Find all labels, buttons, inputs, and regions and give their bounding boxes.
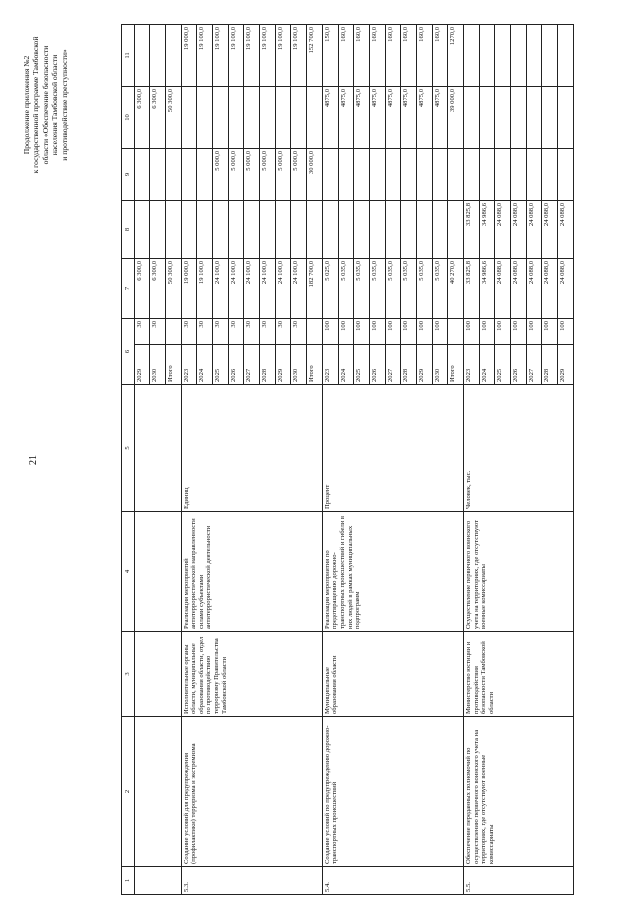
- local-budget-cell: 39 000,0: [448, 86, 464, 148]
- federal-budget-cell: 24 088,0: [558, 200, 574, 258]
- other-sources-cell: 160,0: [432, 24, 448, 86]
- local-budget-cell: 50 300,0: [165, 86, 181, 148]
- year-cell: 2026: [511, 345, 527, 385]
- header-line: области «Обеспечение безопасности: [40, 45, 50, 165]
- federal-budget-cell: 24 088,0: [526, 200, 542, 258]
- regional-budget-cell: [511, 148, 527, 200]
- indicator-cell: [134, 512, 181, 632]
- section-number-cell: 5.3.: [181, 867, 322, 895]
- indicator-value-cell: [307, 318, 323, 344]
- regional-budget-cell: [197, 148, 213, 200]
- federal-budget-cell: [260, 200, 276, 258]
- local-budget-cell: [181, 86, 197, 148]
- local-budget-cell: [213, 86, 229, 148]
- other-sources-cell: 160,0: [369, 24, 385, 86]
- regional-budget-cell: [558, 148, 574, 200]
- total-amount-cell: 50 300,0: [165, 258, 181, 318]
- other-sources-cell: [479, 24, 495, 86]
- header-line: Продолжение приложения №2: [22, 55, 31, 155]
- other-sources-cell: 19 000,0: [181, 24, 197, 86]
- local-budget-cell: 4875,0: [322, 86, 338, 148]
- local-budget-cell: [526, 86, 542, 148]
- year-cell: 2023: [464, 345, 480, 385]
- indicator-value-cell: 30: [213, 318, 229, 344]
- year-cell: 2026: [369, 345, 385, 385]
- total-amount-cell: 19 100,0: [197, 258, 213, 318]
- total-amount-cell: 19 000,0: [181, 258, 197, 318]
- local-budget-cell: [197, 86, 213, 148]
- regional-budget-cell: [134, 148, 150, 200]
- regional-budget-cell: 5 000,0: [213, 148, 229, 200]
- indicator-value-cell: 100: [511, 318, 527, 344]
- federal-budget-cell: 24 088,0: [542, 200, 558, 258]
- header-line: населения Тамбовской области: [50, 54, 60, 156]
- indicator-value-cell: 100: [542, 318, 558, 344]
- indicator-name-cell: Осуществление первичного воинского учета на территориях, где отсутствуют военные комиссариаты: [464, 512, 574, 632]
- regional-budget-cell: [495, 148, 511, 200]
- regional-budget-cell: [526, 148, 542, 200]
- federal-budget-cell: [338, 200, 354, 258]
- local-budget-cell: 4875,0: [338, 86, 354, 148]
- federal-budget-cell: [416, 200, 432, 258]
- year-cell: Итого: [448, 345, 464, 385]
- indicator-value-cell: 30: [260, 318, 276, 344]
- appendix-header: [22, 5, 69, 205]
- other-sources-cell: 160,0: [385, 24, 401, 86]
- federal-budget-cell: [291, 200, 307, 258]
- year-cell: 2028: [260, 345, 276, 385]
- regional-budget-cell: 5 000,0: [228, 148, 244, 200]
- total-amount-cell: 182 700,0: [307, 258, 323, 318]
- local-budget-cell: [511, 86, 527, 148]
- column-number-cell: 5: [122, 385, 135, 512]
- indicator-value-cell: 30: [291, 318, 307, 344]
- total-amount-cell: 5 025,0: [322, 258, 338, 318]
- year-cell: 2023: [181, 345, 197, 385]
- other-sources-cell: [464, 24, 480, 86]
- total-amount-cell: 5 035,0: [401, 258, 417, 318]
- total-amount-cell: 5 035,0: [354, 258, 370, 318]
- other-sources-cell: 160,0: [338, 24, 354, 86]
- total-amount-cell: 24 100,0: [291, 258, 307, 318]
- indicator-value-cell: 100: [558, 318, 574, 344]
- other-sources-cell: 160,0: [401, 24, 417, 86]
- federal-budget-cell: [213, 200, 229, 258]
- other-sources-cell: 160,0: [354, 24, 370, 86]
- year-cell: 2030: [150, 345, 166, 385]
- executor-cell: Исполнительные органы области, муниципальные образования области, отдел по противодействию терроризму Правительства Тамбовской области: [181, 632, 322, 717]
- header-line: и противодействие преступности»: [59, 49, 69, 161]
- regional-budget-cell: [181, 148, 197, 200]
- regional-budget-cell: [464, 148, 480, 200]
- total-amount-cell: 24 088,0: [526, 258, 542, 318]
- local-budget-cell: 6 300,0: [150, 86, 166, 148]
- year-cell: 2027: [526, 345, 542, 385]
- table-row: [322, 24, 338, 894]
- local-budget-cell: [558, 86, 574, 148]
- total-amount-cell: 24 100,0: [260, 258, 276, 318]
- local-budget-cell: 6 300,0: [134, 86, 150, 148]
- other-sources-cell: 19 100,0: [197, 24, 213, 86]
- other-sources-cell: 1270,0: [448, 24, 464, 86]
- other-sources-cell: 152 700,0: [307, 24, 323, 86]
- total-amount-cell: 5 035,0: [432, 258, 448, 318]
- name-cell: [134, 717, 181, 867]
- year-cell: 2028: [401, 345, 417, 385]
- federal-budget-cell: [197, 200, 213, 258]
- indicator-value-cell: 30: [197, 318, 213, 344]
- federal-budget-cell: 34 986,6: [479, 200, 495, 258]
- local-budget-cell: 4875,0: [416, 86, 432, 148]
- federal-budget-cell: [432, 200, 448, 258]
- year-cell: 2029: [416, 345, 432, 385]
- other-sources-cell: [558, 24, 574, 86]
- indicator-value-cell: 100: [338, 318, 354, 344]
- unit-cell: Единиц: [181, 385, 322, 512]
- year-cell: 2029: [134, 345, 150, 385]
- federal-budget-cell: [369, 200, 385, 258]
- local-budget-cell: [495, 86, 511, 148]
- federal-budget-cell: [354, 200, 370, 258]
- year-cell: Итого: [307, 345, 323, 385]
- column-number-cell: 4: [122, 512, 135, 632]
- year-cell: 2025: [354, 345, 370, 385]
- other-sources-cell: [542, 24, 558, 86]
- regional-budget-cell: [369, 148, 385, 200]
- year-cell: 2029: [275, 345, 291, 385]
- other-sources-cell: [495, 24, 511, 86]
- regional-budget-cell: [385, 148, 401, 200]
- total-amount-cell: 24 088,0: [495, 258, 511, 318]
- indicator-value-cell: 100: [432, 318, 448, 344]
- indicator-value-cell: 100: [464, 318, 480, 344]
- page-number: 21: [28, 455, 39, 465]
- local-budget-cell: 4875,0: [401, 86, 417, 148]
- year-cell: 2030: [291, 345, 307, 385]
- table-row: [181, 24, 197, 894]
- federal-budget-cell: [385, 200, 401, 258]
- indicator-value-cell: 100: [526, 318, 542, 344]
- local-budget-cell: [464, 86, 480, 148]
- indicator-value-cell: 30: [150, 318, 166, 344]
- indicator-value-cell: 100: [369, 318, 385, 344]
- total-amount-cell: 24 100,0: [228, 258, 244, 318]
- indicator-value-cell: [448, 318, 464, 344]
- measure-name-cell: Создание условий по предупреждению дорожно-транспортных происшествий: [322, 717, 463, 867]
- local-budget-cell: 4875,0: [385, 86, 401, 148]
- total-amount-cell: 24 100,0: [244, 258, 260, 318]
- num-cell: [134, 867, 181, 895]
- federal-budget-cell: [322, 200, 338, 258]
- year-cell: 2029: [558, 345, 574, 385]
- federal-budget-cell: 33 825,8: [464, 200, 480, 258]
- indicator-value-cell: 100: [322, 318, 338, 344]
- year-cell: 2025: [213, 345, 229, 385]
- column-number-cell: 7: [122, 258, 135, 318]
- local-budget-cell: [228, 86, 244, 148]
- regional-budget-cell: 5 000,0: [275, 148, 291, 200]
- federal-budget-cell: 24 088,0: [495, 200, 511, 258]
- federal-budget-cell: [448, 200, 464, 258]
- total-amount-cell: 34 986,6: [479, 258, 495, 318]
- local-budget-cell: [244, 86, 260, 148]
- regional-budget-cell: [338, 148, 354, 200]
- column-number-cell: 6: [122, 318, 135, 384]
- indicator-value-cell: 30: [228, 318, 244, 344]
- year-cell: 2028: [542, 345, 558, 385]
- indicator-value-cell: 100: [401, 318, 417, 344]
- indicator-value-cell: 30: [275, 318, 291, 344]
- section-number-cell: 5.4.: [322, 867, 463, 895]
- unit-cell: Человек, тыс.: [464, 385, 574, 512]
- indicator-name-cell: Реализация мероприятия по предотвращению дорожно-транспортных происшествий и гибели в них людей в рамках муниципальных подпрограмм: [322, 512, 463, 632]
- other-sources-cell: [150, 24, 166, 86]
- column-number-cell: 8: [122, 200, 135, 258]
- table-row: [464, 24, 480, 894]
- year-cell: 2026: [228, 345, 244, 385]
- regional-budget-cell: [542, 148, 558, 200]
- other-sources-cell: 150,0: [322, 24, 338, 86]
- program-table: [121, 24, 574, 895]
- indicator-value-cell: 100: [416, 318, 432, 344]
- indicator-value-cell: 30: [181, 318, 197, 344]
- federal-budget-cell: [165, 200, 181, 258]
- federal-budget-cell: [401, 200, 417, 258]
- regional-budget-cell: [448, 148, 464, 200]
- total-amount-cell: 24 088,0: [542, 258, 558, 318]
- other-sources-cell: [134, 24, 150, 86]
- federal-budget-cell: [134, 200, 150, 258]
- column-number-cell: 1: [122, 867, 135, 895]
- federal-budget-cell: [228, 200, 244, 258]
- federal-budget-cell: [307, 200, 323, 258]
- indicator-value-cell: 30: [244, 318, 260, 344]
- regional-budget-cell: [165, 148, 181, 200]
- total-amount-cell: 5 035,0: [338, 258, 354, 318]
- other-sources-cell: 19 100,0: [291, 24, 307, 86]
- federal-budget-cell: [244, 200, 260, 258]
- column-number-row: [122, 24, 135, 894]
- column-number-cell: 9: [122, 148, 135, 200]
- unit-cell: [134, 385, 181, 512]
- regional-budget-cell: [354, 148, 370, 200]
- federal-budget-cell: [150, 200, 166, 258]
- local-budget-cell: 4875,0: [369, 86, 385, 148]
- indicator-value-cell: [165, 318, 181, 344]
- executor-cell: Муниципальные образования области: [322, 632, 463, 717]
- regional-budget-cell: 30 000,0: [307, 148, 323, 200]
- local-budget-cell: [291, 86, 307, 148]
- column-number-cell: 11: [122, 24, 135, 86]
- other-sources-cell: 19 100,0: [213, 24, 229, 86]
- measure-name-cell: Обеспечение переданных полномочий по осуществлению первичного воинского учета на территориях, где отсутствуют военные комиссариаты: [464, 717, 574, 867]
- total-amount-cell: 5 035,0: [369, 258, 385, 318]
- other-sources-cell: 19 100,0: [275, 24, 291, 86]
- total-amount-cell: 6 300,0: [150, 258, 166, 318]
- indicator-value-cell: 100: [479, 318, 495, 344]
- year-cell: 2030: [432, 345, 448, 385]
- local-budget-cell: 4875,0: [432, 86, 448, 148]
- indicator-value-cell: 100: [385, 318, 401, 344]
- federal-budget-cell: 24 088,0: [511, 200, 527, 258]
- local-budget-cell: [275, 86, 291, 148]
- column-number-cell: 3: [122, 632, 135, 717]
- year-cell: 2025: [495, 345, 511, 385]
- year-cell: 2024: [338, 345, 354, 385]
- regional-budget-cell: 5 000,0: [291, 148, 307, 200]
- year-cell: 2024: [197, 345, 213, 385]
- indicator-value-cell: 100: [495, 318, 511, 344]
- local-budget-cell: [307, 86, 323, 148]
- section-number-cell: 5.5.: [464, 867, 574, 895]
- other-sources-cell: [165, 24, 181, 86]
- unit-cell: Процент: [322, 385, 463, 512]
- year-cell: Итого: [165, 345, 181, 385]
- year-cell: 2027: [244, 345, 260, 385]
- column-number-cell: 2: [122, 717, 135, 867]
- other-sources-cell: [511, 24, 527, 86]
- column-number-cell: 10: [122, 86, 135, 148]
- regional-budget-cell: [322, 148, 338, 200]
- total-amount-cell: 5 035,0: [416, 258, 432, 318]
- federal-budget-cell: [275, 200, 291, 258]
- table-row: [134, 24, 150, 894]
- indicator-name-cell: Реализация мероприятий антитеррористической направленности силами субъектами антитеррористической деятельности: [181, 512, 322, 632]
- total-amount-cell: 24 100,0: [213, 258, 229, 318]
- total-amount-cell: 33 825,8: [464, 258, 480, 318]
- other-sources-cell: 160,0: [416, 24, 432, 86]
- regional-budget-cell: 5 000,0: [260, 148, 276, 200]
- measure-name-cell: Создание условий для предупреждения (профилактики) терроризма и экстремизма: [181, 717, 322, 867]
- year-cell: 2027: [385, 345, 401, 385]
- local-budget-cell: [479, 86, 495, 148]
- total-amount-cell: 24 088,0: [558, 258, 574, 318]
- header-line: к государственной программе Тамбовской: [31, 36, 41, 174]
- year-cell: 2023: [322, 345, 338, 385]
- total-amount-cell: 40 270,0: [448, 258, 464, 318]
- indicator-value-cell: 100: [354, 318, 370, 344]
- total-amount-cell: 5 035,0: [385, 258, 401, 318]
- other-sources-cell: 19 100,0: [260, 24, 276, 86]
- federal-budget-cell: [181, 200, 197, 258]
- indicator-value-cell: 30: [134, 318, 150, 344]
- executor-cell: [134, 632, 181, 717]
- total-amount-cell: 6 300,0: [134, 258, 150, 318]
- total-amount-cell: 24 088,0: [511, 258, 527, 318]
- executor-cell: Министерство юстиции и противодействия безопасности Тамбовской области: [464, 632, 574, 717]
- local-budget-cell: [542, 86, 558, 148]
- local-budget-cell: 4875,0: [354, 86, 370, 148]
- other-sources-cell: 19 100,0: [228, 24, 244, 86]
- other-sources-cell: 19 100,0: [244, 24, 260, 86]
- year-cell: 2024: [479, 345, 495, 385]
- regional-budget-cell: [432, 148, 448, 200]
- regional-budget-cell: 5 000,0: [244, 148, 260, 200]
- other-sources-cell: [526, 24, 542, 86]
- regional-budget-cell: [416, 148, 432, 200]
- local-budget-cell: [260, 86, 276, 148]
- total-amount-cell: 24 100,0: [275, 258, 291, 318]
- regional-budget-cell: [401, 148, 417, 200]
- regional-budget-cell: [150, 148, 166, 200]
- regional-budget-cell: [479, 148, 495, 200]
